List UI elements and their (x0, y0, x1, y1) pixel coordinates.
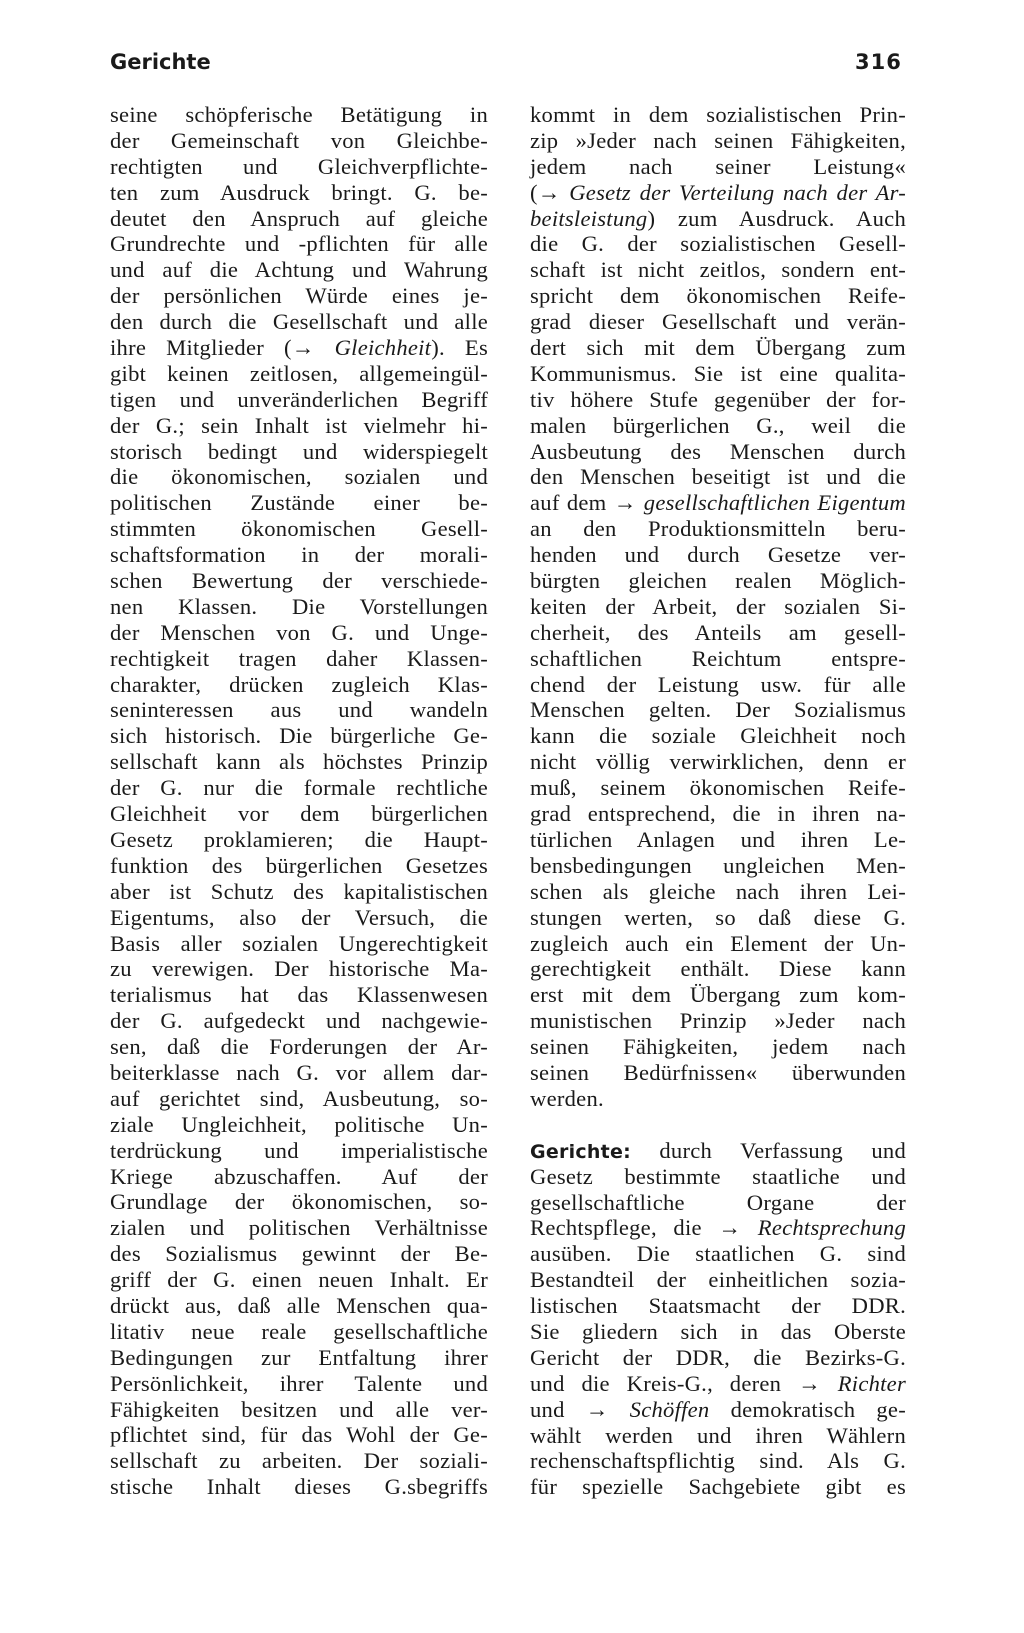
text-line: der G. nur die formale rechtliche (110, 775, 488, 801)
text-line: rechtigkeit tragen daher Klassen- (110, 645, 488, 671)
text-line: der G.; sein Inhalt ist vielmehr hi- (110, 412, 488, 438)
text-line: Ausbeutung des Menschen durch (530, 438, 906, 464)
text-line: Eigentums, also der Versuch, die (110, 904, 488, 930)
running-head: Gerichte (110, 50, 211, 74)
text-line: stimmten ökonomischen Gesell- (110, 516, 488, 542)
text-line: grad entsprechend, die in ihren na- (530, 801, 906, 827)
text-line: sich historisch. Die bürgerliche Ge- (110, 723, 488, 749)
text-line: sellschaft kann als höchstes Prinzip (110, 749, 488, 775)
text-line: auf gerichtet sind, Ausbeutung, so- (110, 1085, 488, 1111)
paragraph-gap (530, 1112, 906, 1138)
text-line: zialen und politischen Verhältnisse (110, 1215, 488, 1241)
text-line: türlichen Anlagen und ihren Le- (530, 826, 906, 852)
cross-reference-gleichheit[interactable]: Gleichheit (334, 335, 432, 361)
text-line: kommt in dem sozialistischen Prin- (530, 102, 906, 127)
text-line: dert sich mit dem Übergang zum (530, 335, 906, 361)
text-line: und auf die Achtung und Wahrung (110, 257, 488, 283)
text-line: funktion des bürgerlichen Gesetzes (110, 852, 488, 878)
arrow-icon: → (798, 1370, 821, 1396)
text-line: seine schöpferische Betätigung in (110, 102, 488, 127)
text-line: Gesetz bestimmte staatliche und (530, 1163, 906, 1189)
text-line: erst mit dem Übergang zum kom- (530, 982, 906, 1008)
text-line: ten zum Ausdruck bringt. G. be- (110, 179, 488, 205)
text-line: sen, daß die Forderungen der Ar- (110, 1034, 488, 1060)
text-line: schen Bewertung der verschiede- (110, 568, 488, 594)
text-line: malen bürgerlichen G., weil die (530, 412, 906, 438)
text-line: schen als gleiche nach ihren Lei- (530, 878, 906, 904)
text-line: Bestandteil der einheitlichen sozia- (530, 1267, 906, 1293)
text-line: grad dieser Gesellschaft und verän- (530, 309, 906, 335)
text-line: deutet den Anspruch auf gleiche (110, 205, 488, 231)
text-line: werden. (530, 1085, 604, 1111)
cross-reference-gesellschaftliches-eigentum[interactable]: gesellschaftlichen Eigentum (643, 490, 906, 516)
text-line: seninteressen aus und wandeln (110, 697, 488, 723)
text-line (530, 1215, 906, 1241)
arrow-icon: → (585, 1396, 609, 1422)
text-line: die ökonomischen, sozialen und (110, 464, 488, 490)
text-line: Sie gliedern sich in das Oberste (530, 1318, 906, 1344)
text-line: listischen Staatsmacht der DDR. (530, 1293, 906, 1319)
text-line: aber ist Schutz des kapitalistischen (110, 878, 488, 904)
text-line: politischen Zustände einer be- (110, 490, 488, 516)
text-line: gerechtigkeit enthält. Diese kann (530, 956, 906, 982)
text-line (530, 1371, 906, 1397)
text-line: litativ neue reale gesellschaftliche (110, 1318, 488, 1344)
text-fragment: und (530, 1396, 586, 1422)
text-line: gesellschaftliche Organe der (530, 1189, 906, 1215)
text-line: schaft ist nicht zeitlos, sondern ent- (530, 257, 906, 283)
text-line: Bedingungen zur Entfaltung ihrer (110, 1344, 488, 1370)
text-fragment: ( (530, 179, 538, 205)
text-fragment: ). Es (431, 335, 488, 361)
text-line (530, 180, 906, 206)
text-line (110, 335, 488, 361)
cross-reference-gesetz-der-verteilung-cont[interactable]: beitsleistung (530, 205, 648, 231)
text-line: Basis aller sozialen Ungerechtigkeit (110, 930, 488, 956)
text-line: cherheit, des Anteils am gesell- (530, 619, 906, 645)
text-line: kann die soziale Gleichheit noch (530, 723, 906, 749)
text-line: zu verewigen. Der historische Ma- (110, 956, 488, 982)
text-line (530, 1138, 906, 1164)
text-line: terdrückung und imperialistische (110, 1137, 488, 1163)
text-fragment: demokratisch ge- (709, 1396, 906, 1422)
text-line: nen Klassen. Die Vorstellungen (110, 593, 488, 619)
text-line: zip »Jeder nach seinen Fähigkeiten, (530, 127, 906, 153)
text-line: Kommunismus. Sie ist eine qualita- (530, 360, 906, 386)
arrow-icon: → (537, 179, 561, 205)
text-line: bürgten gleichen realen Möglich- (530, 568, 906, 594)
text-line: pflichtet sind, für das Wohl der Ge- (110, 1422, 488, 1448)
text-line: Gleichheit vor dem bürgerlichen (110, 801, 488, 827)
text-line: für spezielle Sachgebiete gibt es (530, 1474, 906, 1500)
text-line: munistischen Prinzip »Jeder nach (530, 1008, 906, 1034)
text-line: schaftsformation in der morali- (110, 542, 488, 568)
text-line: sellschaft zu arbeiten. Der soziali- (110, 1448, 488, 1474)
page-number: 316 (855, 50, 902, 74)
text-line: seinen Fähigkeiten, jedem nach (530, 1034, 906, 1060)
text-line: spricht dem ökonomischen Reife- (530, 283, 906, 309)
text-fragment: ihre Mitglieder ( (110, 335, 292, 361)
text-line (530, 490, 906, 516)
text-line: Grundlage der ökonomischen, so- (110, 1189, 488, 1215)
text-fragment: durch Verfassung und (630, 1137, 906, 1163)
text-line: der G. aufgedeckt und nachgewie- (110, 1008, 488, 1034)
text-line: Persönlichkeit, ihrer Talente und (110, 1370, 488, 1396)
text-line: wählt werden und ihren Wählern (530, 1422, 906, 1448)
cross-reference-richter[interactable]: Richter (837, 1370, 906, 1396)
text-line: Fähigkeiten besitzen und alle ver- (110, 1396, 488, 1422)
text-line: griff der G. einen neuen Inhalt. Er (110, 1267, 488, 1293)
text-line: tiv höhere Stufe gegenüber der for- (530, 386, 906, 412)
text-line: die G. der sozialistischen Gesell- (530, 231, 906, 257)
text-line: seinen Bedürfnissen« überwunden (530, 1059, 906, 1085)
text-fragment: ) zum Ausdruck. Auch (647, 205, 906, 231)
text-line: schaftlichen Reichtum entspre- (530, 645, 906, 671)
text-line: drückt aus, daß alle Menschen qua- (110, 1292, 488, 1318)
text-line: Grundrechte und -pflichten für alle (110, 231, 488, 257)
text-line: der Menschen von G. und Unge- (110, 619, 488, 645)
cross-reference-schoeffen[interactable]: Schöffen (629, 1396, 710, 1422)
text-line: des Sozialismus gewinnt der Be- (110, 1241, 488, 1267)
text-line: an den Produktionsmitteln beru- (530, 516, 906, 542)
text-line: ziale Ungleichheit, politische Un- (110, 1111, 488, 1137)
text-line: den Menschen beseitigt ist und die (530, 464, 906, 490)
text-line (530, 206, 906, 232)
text-line: bensbedingungen ungleichen Men- (530, 852, 906, 878)
text-line: rechtigten und Gleichverpflichte- (110, 153, 488, 179)
text-line: henden und durch Gesetze ver- (530, 542, 906, 568)
entry-headword: Gerichte: (530, 1140, 631, 1163)
right-column (530, 102, 906, 1500)
text-line: jedem nach seiner Leistung« (530, 153, 906, 179)
text-line: storisch bedingt und widerspiegelt (110, 438, 488, 464)
text-fragment: Rechtspflege, die (530, 1215, 719, 1241)
text-line: Kriege abzuschaffen. Auf der (110, 1163, 488, 1189)
arrow-icon: → (291, 335, 315, 361)
text-line: gibt keinen zeitlosen, allgemeingül- (110, 360, 488, 386)
text-line: Gesetz proklamieren; die Haupt- (110, 826, 488, 852)
text-line: charakter, drücken zugleich Klas- (110, 671, 488, 697)
text-line: Gericht der DDR, die Bezirks-G. (530, 1344, 906, 1370)
text-line: terialismus hat das Klassenwesen (110, 982, 488, 1008)
text-line: keiten der Arbeit, der sozialen Si- (530, 593, 906, 619)
text-fragment: und die Kreis-G., deren (530, 1370, 799, 1396)
text-line (530, 1397, 906, 1423)
text-line: ausüben. Die staatlichen G. sind (530, 1241, 906, 1267)
text-line: stische Inhalt dieses G.sbegriffs (110, 1474, 488, 1500)
cross-reference-rechtsprechung[interactable]: Rechtsprechung (757, 1215, 906, 1241)
text-line: muß, seinem ökonomischen Reife- (530, 775, 906, 801)
text-line: den durch die Gesellschaft und alle (110, 309, 488, 335)
text-line: rechenschaftspflichtig sind. Als G. (530, 1448, 906, 1474)
text-line: beiterklasse nach G. vor allem dar- (110, 1059, 488, 1085)
text-line: zugleich auch ein Element der Un- (530, 930, 906, 956)
cross-reference-gesetz-der-verteilung[interactable]: Gesetz der Verteilung nach der Ar- (569, 179, 906, 205)
left-column (110, 102, 488, 1500)
arrow-icon: → (718, 1215, 742, 1241)
text-line: stungen werten, so daß diese G. (530, 904, 906, 930)
text-line: tigen und unveränderlichen Begriff (110, 386, 488, 412)
text-line: chend der Leistung usw. für alle (530, 671, 906, 697)
arrow-icon: → (613, 490, 637, 516)
text-line: nicht völlig verwirklichen, denn er (530, 749, 906, 775)
text-line: der persönlichen Würde eines je- (110, 283, 488, 309)
text-fragment: auf dem (530, 490, 614, 516)
text-line: Menschen gelten. Der Sozialismus (530, 697, 906, 723)
text-line: der Gemeinschaft von Gleichbe- (110, 127, 488, 153)
